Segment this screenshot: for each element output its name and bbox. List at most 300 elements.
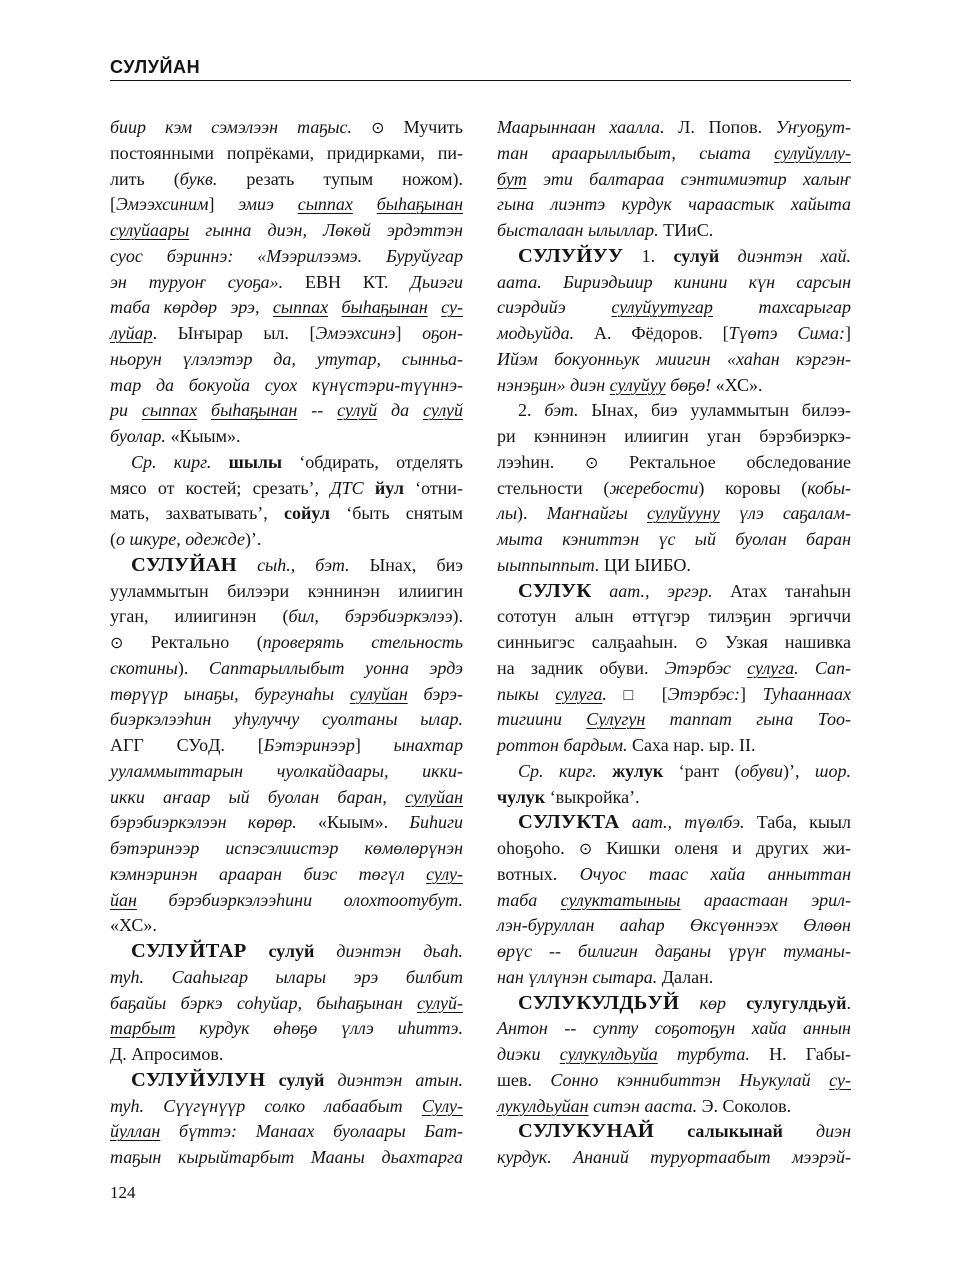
text-line [110, 1068, 463, 1094]
text-line [497, 965, 851, 991]
underlined-form: сулуйан [349, 683, 408, 704]
italic-text: аат., эргэр. [609, 580, 713, 601]
text-line [110, 939, 463, 965]
italic-text: Сонно кэннибиттэн Ньукулай [550, 1069, 830, 1090]
text-line [110, 759, 463, 785]
entry-paragraph [497, 115, 851, 244]
italic-text: тигиини [497, 709, 587, 730]
plain-text: ‘быть снятым [330, 503, 463, 524]
text-line [497, 373, 851, 399]
plain-text [265, 1070, 278, 1090]
text-line [497, 836, 851, 862]
italic-text: букв. [179, 168, 218, 189]
dictionary-entry [110, 939, 463, 1068]
plain-text: Ректальное обследование [598, 451, 851, 472]
italic-text: нэнэҕин» диэн [497, 374, 610, 395]
plain-text: ] [395, 323, 423, 343]
italic-text: Уҥуоҕут- [775, 117, 851, 137]
text-line [497, 862, 851, 888]
circled-dot-icon: ⊙ [110, 635, 124, 652]
headword: СУЛУКТА [518, 811, 620, 834]
italic-text: Антон -- супту соҕотоҕун хайа аннын [497, 1018, 851, 1039]
text-line [110, 501, 463, 527]
italic-text: диэн [816, 1121, 852, 1142]
text-line [110, 733, 463, 759]
text-line [497, 1016, 851, 1042]
plain-text: Ректально ( [123, 632, 263, 652]
italic-text: эн туруоҥ суоҕа». [110, 271, 284, 292]
text-line [110, 991, 463, 1017]
plain-text [324, 1070, 337, 1090]
plain-text: А. Фёдоров. [ [574, 323, 729, 343]
italic-text: Эмээхсинэ [315, 323, 396, 343]
text-line [497, 682, 851, 708]
circled-dot-icon: ⊙ [584, 454, 599, 472]
text-line [497, 913, 851, 939]
italic-text: диэнтэн хай. [737, 245, 852, 266]
text-line [110, 218, 463, 244]
italic-text: Маҥнайгы [546, 503, 647, 524]
plain-text: постоянными попрёками, придирками, пи- [110, 142, 463, 163]
bold-form: сойул [283, 503, 330, 524]
italic-text: араастаан эрил- [680, 889, 852, 910]
italic-text: нан үллүнэн сытара. [497, 966, 658, 987]
text-line [497, 785, 851, 811]
text-line [110, 450, 463, 476]
underlined-form: сулуйуутугар [611, 297, 713, 318]
plain-text [679, 993, 699, 1013]
underlined-form: тарбыт [110, 1018, 176, 1039]
italic-text: о шкуре, одежде [116, 529, 245, 549]
italic-text: эмиэ [238, 194, 298, 215]
plain-text: шев. [497, 1069, 551, 1090]
underlined-form: сулуктатыныы [560, 889, 681, 910]
circled-dot-icon: ⊙ [694, 635, 708, 652]
plain-text: ] [208, 194, 239, 215]
text-line [110, 682, 463, 708]
circled-dot-icon: ⊙ [578, 841, 593, 858]
bold-form: шылы [228, 451, 283, 472]
italic-text: таҕын кырыйтарбыт Мааны дьахтарга [110, 1147, 463, 1167]
plain-text: ] [740, 683, 763, 704]
plain-text: «ХС». [110, 915, 157, 936]
plain-text [364, 478, 375, 498]
headword: СУЛУК [518, 579, 592, 602]
plain-text: ЕВН КТ. [283, 271, 411, 292]
plain-text: Далан. [657, 966, 714, 987]
dictionary-entry [497, 1119, 851, 1171]
plain-text: . [846, 992, 851, 1013]
text-line [497, 295, 851, 321]
italic-text: . Сап- [794, 657, 852, 678]
italic-text: биир кэм сэмэлээн таҕыс. [110, 117, 372, 137]
plain-text: лээһин. [497, 451, 585, 472]
text-line [497, 1119, 851, 1145]
plain-text: )’. [244, 529, 262, 549]
italic-text: сиэрдийэ [497, 297, 612, 318]
text-line [110, 270, 463, 296]
text-line [497, 450, 851, 476]
plain-text: «Кыым». [296, 812, 410, 833]
text-line [110, 836, 463, 862]
italic-text: ньорун үлэлэтэр да, утутар, сынньа- [110, 348, 463, 369]
plain-text: 1. [623, 245, 674, 266]
italic-text: икки аҥаар ый буолан баран, [110, 786, 406, 807]
headword: СУЛУЙУУ [518, 244, 624, 267]
italic-text: бүттэ: Манаах буолаары Бат- [160, 1121, 463, 1142]
text-line [110, 810, 463, 836]
text-line [497, 192, 851, 218]
underlined-form: сулуга [555, 683, 603, 704]
text-line [497, 1042, 851, 1068]
dictionary-entry [497, 579, 851, 759]
dictionary-entry [497, 810, 851, 990]
white-square-icon: □ [623, 686, 646, 704]
text-line [497, 707, 851, 733]
headword: СУЛУЙАН [131, 553, 237, 576]
bold-form: сулуй [268, 941, 315, 961]
italic-text: Бэтэринээр [263, 735, 355, 755]
plain-text: лить ( [110, 168, 180, 189]
text-line [497, 553, 851, 579]
text-line [110, 373, 463, 399]
italic-text: туһ. Сүүгүнүүр солко лабаабыт [110, 1095, 422, 1116]
underlined-form: йан [110, 889, 137, 910]
italic-text: мыта кэниттэн үс ый буолан баран [497, 529, 851, 549]
plain-text: 2. [518, 400, 545, 421]
underlined-form: сулуй [423, 400, 464, 421]
italic-text: сыһ., бэт. [257, 554, 350, 575]
text-line [497, 991, 851, 1017]
italic-text: пыкы [497, 683, 556, 704]
underlined-form: быһаҕынан [341, 297, 428, 318]
italic-text: суос бэриннэ: «Мээрилээмэ. Буруйугар [110, 245, 463, 266]
italic-text: Ср. кирг. [131, 451, 212, 472]
italic-text: гынна диэн, Лөкөй эрдэттэн [189, 220, 463, 240]
text-line [110, 115, 463, 141]
plain-text: ] [845, 323, 851, 343]
italic-text: роттон бардым. [497, 735, 628, 755]
plain-text: ‘отни- [403, 477, 463, 498]
italic-text: кэмнэринэн арааран биэс төгүл [110, 863, 427, 884]
text-line [497, 810, 851, 836]
text-line [110, 192, 463, 218]
italic-text: бэт. [544, 400, 579, 421]
underlined-form: сыппах [297, 194, 353, 215]
plain-text: ) коровы ( [698, 477, 808, 498]
text-line [110, 965, 463, 991]
text-line [110, 141, 463, 167]
text-line [497, 604, 851, 630]
italic-text: гына лиэнтэ курдук чараастык хайыта [497, 194, 851, 215]
text-line [110, 527, 463, 553]
italic-text: курдук өһөҕө үллэ иһиттэ. [175, 1018, 463, 1039]
bold-form: чулук [497, 786, 546, 807]
text-line [497, 347, 851, 373]
underlined-form: быһаҕынан [211, 400, 298, 421]
plain-text: Д. Апросимов. [110, 1044, 224, 1064]
headword: СУЛУЙУЛУН [131, 1068, 266, 1091]
italic-text: Ср. кирг. [518, 760, 597, 781]
text-line [497, 424, 851, 450]
plain-text [719, 246, 737, 266]
underlined-form: сыппах [141, 400, 198, 421]
plain-text: Мучить [384, 117, 463, 137]
plain-text: [ [110, 194, 116, 215]
italic-text: ри [110, 400, 142, 421]
italic-text: Ийэм бокуонньук миигин «хаһан кэргэн- [497, 348, 851, 369]
italic-text: аата. Бириэдьиир кинини күн сарсын [497, 271, 851, 292]
running-head [110, 56, 200, 78]
plain-text: ] [354, 735, 394, 755]
text-line [497, 1145, 851, 1171]
underlined-form: сыппах [272, 297, 329, 318]
plain-text: синньигэс салҕааһын. [497, 632, 695, 652]
headword: СУЛУКУНАЙ [518, 1120, 655, 1143]
italic-text [197, 400, 211, 420]
italic-text: туһ. Сааһыгар ылары эрэ билбит [110, 966, 463, 987]
italic-text: . [602, 683, 607, 704]
underlined-form: сулуйууну [646, 503, 720, 524]
text-line [110, 630, 463, 656]
text-line [110, 656, 463, 682]
italic-text: диэнтэн дьаһ. [336, 941, 463, 961]
plain-text: мать, захватывать’, [110, 503, 284, 524]
italic-text: модьуйда. [497, 323, 575, 343]
italic-text [353, 194, 377, 214]
dictionary-entry [497, 991, 851, 1120]
plain-text: Н. Габы- [749, 1044, 851, 1064]
italic-text: буолар. [110, 426, 166, 446]
underlined-form: бут [497, 168, 527, 189]
plain-text: стельности ( [497, 477, 610, 498]
text-line [110, 604, 463, 630]
italic-text: оҕон- [422, 323, 463, 343]
text-line [497, 656, 851, 682]
plain-text: Э. Соколов. [697, 1095, 792, 1116]
page-number: 124 [110, 1183, 136, 1202]
plain-text: [ [645, 683, 668, 704]
plain-text: Ынах, биэ ууламмытын билээ- [578, 400, 851, 421]
italic-text: бысталаан ылыллар. [497, 220, 659, 240]
italic-text: бөҕө! [665, 374, 712, 395]
italic-text: лэн-буруллан ааһар Өксүөннээх Өлөөн [497, 915, 851, 936]
text-line [497, 398, 851, 424]
text-line [110, 1042, 463, 1068]
headword: СУЛУЙТАР [131, 940, 247, 962]
plain-text [314, 941, 336, 961]
text-line [110, 553, 463, 579]
italic-text: тахсарыгар [712, 297, 851, 318]
text-line [497, 888, 851, 914]
plain-text: ри кэннинэн илиигин уган бэрэбиэркэ- [497, 426, 851, 446]
plain-text: оһоҕоһо. [497, 838, 579, 858]
text-line [110, 913, 463, 939]
italic-text: тар да бокуойа суох күнүстэри-түүннэ- [110, 374, 463, 395]
underlined-form: йуллан [110, 1121, 161, 1142]
left-column [110, 115, 463, 1171]
plain-text [607, 684, 624, 704]
plain-text: . Ыҥырар ыл. [ [152, 323, 316, 343]
plain-text: сототун алын өттүгэр тилэҕин эргиччи [497, 606, 851, 627]
plain-text [237, 555, 257, 575]
italic-text: таба көрдөр эрэ, [110, 297, 273, 318]
text-line [497, 115, 851, 141]
italic-text: тан араарыллыбыт, сыата [497, 142, 775, 163]
italic-text: баҕайы бэркэ соһуйар, быһаҕынан [110, 992, 418, 1013]
plain-text: «ХС». [711, 374, 763, 395]
text-line [110, 862, 463, 888]
text-line [110, 347, 463, 373]
plain-text [654, 1121, 687, 1141]
plain-text: «Кыым». [165, 426, 241, 446]
italic-text: бэрэбиэркэлээһини олохтоотубут. [136, 889, 463, 910]
text-line [110, 244, 463, 270]
entry-paragraph [110, 115, 463, 450]
running-head-title: СУЛУЙАН [110, 57, 201, 77]
circled-dot-icon: ⊙ [371, 120, 385, 137]
plain-text: Кишки оленя и других жи- [592, 838, 851, 858]
underlined-form: су- [441, 297, 464, 318]
italic-text: скотины [110, 657, 178, 678]
italic-text: да [377, 400, 424, 421]
text-line [110, 1094, 463, 1120]
underlined-form: сулуй [337, 400, 378, 421]
plain-text: Л. Попов. [664, 117, 776, 137]
text-line [110, 295, 463, 321]
text-line [110, 707, 463, 733]
text-line [110, 476, 463, 502]
plain-text: ( [110, 529, 116, 549]
header-rule [110, 80, 851, 81]
text-line [497, 733, 851, 759]
plain-text: )’, [782, 760, 815, 781]
italic-text: үлэ саҕалам- [719, 503, 851, 524]
text-line [110, 1145, 463, 1171]
plain-text: уган, илиигинэн ( [110, 606, 289, 627]
text-line [497, 1094, 851, 1120]
italic-text: диэки [497, 1044, 560, 1064]
bold-form: сулугулдьуй [746, 992, 847, 1013]
entry-paragraph [497, 398, 851, 578]
dictionary-entry [497, 244, 851, 399]
right-column [497, 115, 851, 1171]
text-line [497, 270, 851, 296]
plain-text: вотных. [497, 863, 580, 884]
text-line [497, 579, 851, 605]
text-line [497, 527, 851, 553]
text-line [497, 476, 851, 502]
underlined-form: лукулдьуйан [497, 1095, 589, 1116]
text-line [497, 630, 851, 656]
italic-text: кобы- [807, 477, 851, 498]
plain-text: на задник обуви. [497, 657, 665, 678]
italic-text: Биһиги [409, 812, 463, 833]
underlined-form: сулуйан [405, 786, 463, 807]
italic-text: курдук. Ананий туруортаабыт мээрэй- [497, 1147, 851, 1167]
italic-text: лы [497, 503, 518, 524]
italic-text: Саптарыллыбыт уонна эрдэ [208, 657, 463, 678]
italic-text: шор. [814, 760, 851, 781]
italic-text: Очуос таас хайа анныттан [579, 863, 851, 884]
italic-text: диэнтэн атын. [337, 1069, 464, 1090]
italic-text: бэрэбиэркэлээн көрөр. [110, 812, 297, 833]
plain-text: ‘выкройка’. [545, 786, 640, 807]
entry-paragraph [110, 450, 463, 553]
text-line [110, 424, 463, 450]
underlined-form: Сулу- [421, 1095, 463, 1116]
text-line [497, 1068, 851, 1094]
underlined-form: Сулугун [586, 709, 646, 730]
underlined-form: быһаҕынан [376, 194, 463, 215]
italic-text: Дьиэги [410, 271, 463, 292]
italic-text: жеребости [609, 477, 699, 498]
plain-text: ТИиС. [658, 220, 714, 240]
underlined-form: сулукулдьуйа [559, 1044, 658, 1064]
text-line [110, 167, 463, 193]
italic-text: бил, бэрэбиэркэлээ [288, 606, 453, 627]
italic-text: Маарыннаан хаалла. [497, 117, 665, 137]
italic-text: биэркэлээһин уһулуччу суолтаны ылар. [110, 709, 463, 730]
text-line [110, 785, 463, 811]
entry-paragraph [497, 759, 851, 811]
plain-text [597, 761, 612, 781]
dictionary-entry [110, 1068, 463, 1171]
text-line [110, 579, 463, 605]
italic-text [328, 297, 341, 317]
italic-text: төрүүр ынаҕы, бургунаһы [110, 683, 350, 704]
underlined-form: сулуй- [417, 992, 463, 1013]
italic-text: таба [497, 889, 561, 910]
underlined-form: сулу- [426, 863, 463, 884]
italic-text: -- [297, 400, 338, 421]
plain-text [247, 941, 269, 961]
underlined-form: сулуйуллу- [774, 142, 851, 163]
plain-text: ). [177, 657, 209, 678]
italic-text: ситэн ааста. [588, 1095, 698, 1116]
plain-text: Атах таҥаһын [712, 580, 851, 601]
underlined-form: сулуйуу [609, 374, 666, 395]
text-line [497, 939, 851, 965]
italic-text: ДТС [330, 477, 364, 498]
plain-text: АГГ СУоД. [ [110, 735, 264, 755]
plain-text [726, 993, 746, 1013]
italic-text: ынахтар [393, 735, 463, 755]
underlined-form: сулуга [747, 657, 795, 678]
italic-text: көр [699, 992, 726, 1013]
headword: СУЛУКУЛДЬУЙ [518, 991, 680, 1014]
plain-text [783, 1121, 816, 1141]
text-line [110, 321, 463, 347]
bold-form: йул [374, 477, 404, 498]
plain-text [620, 812, 632, 832]
plain-text: ЦИ ЫИБО. [599, 554, 691, 575]
plain-text: ). [517, 503, 547, 524]
plain-text [592, 581, 610, 601]
italic-text: өрүс -- билигин даҕаны үрүҥ туманы- [497, 941, 851, 961]
italic-text: проверять стельность [262, 632, 463, 652]
text-line [110, 888, 463, 914]
plain-text: мясо от костей; срезать’, [110, 477, 331, 498]
dictionary-entry [110, 553, 463, 939]
bold-form: сулуй [278, 1069, 325, 1090]
italic-text: бэтэринээр испэсэлиистэр көмөлөрүнэн [110, 838, 463, 858]
italic-text: эти балтараа сэнтимиэтир халыҥ [526, 168, 851, 189]
bold-form: салыкынай [687, 1121, 783, 1142]
text-line [110, 1119, 463, 1145]
italic-text: Түөтэ Сима: [728, 323, 845, 343]
text-line [110, 1016, 463, 1042]
